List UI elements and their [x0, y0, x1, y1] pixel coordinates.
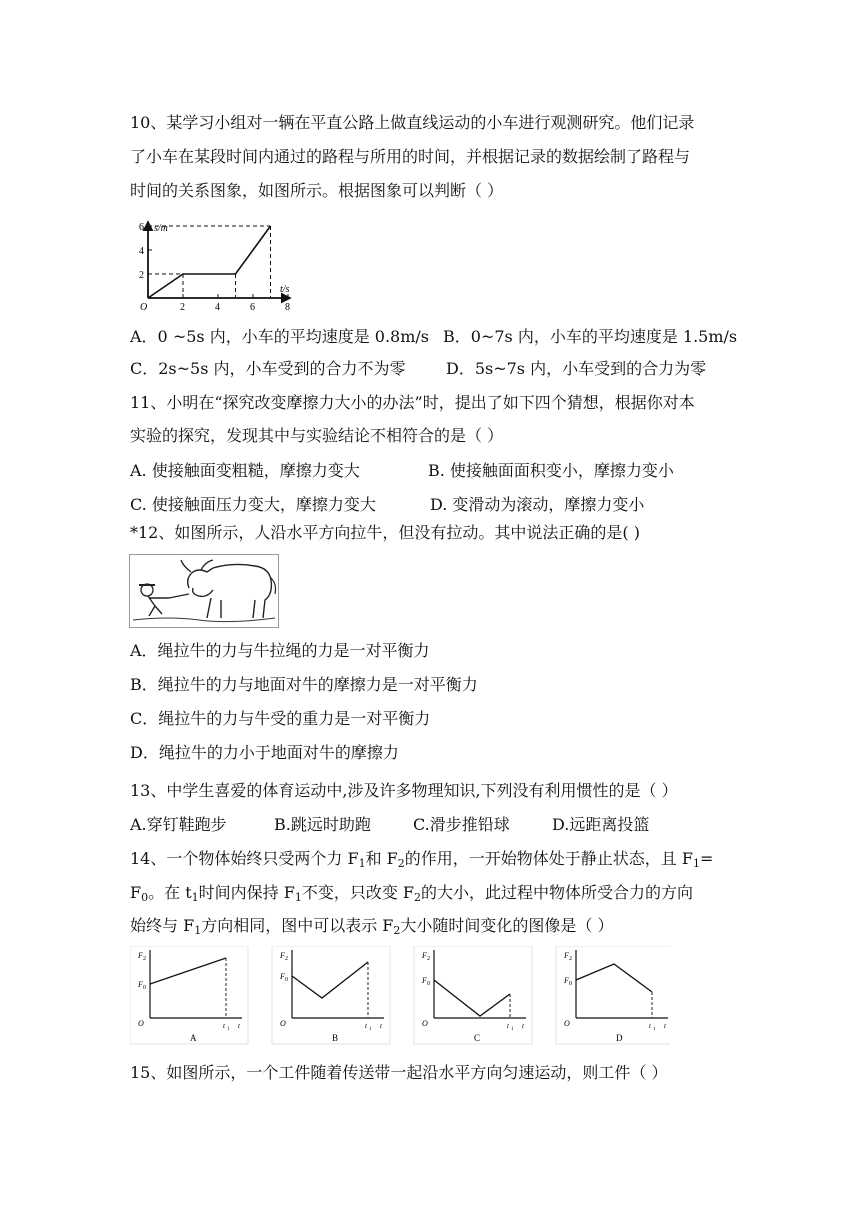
x-tick-label: 4 — [215, 302, 220, 313]
x-tick-label: 2 — [180, 302, 185, 313]
origin-label: O — [564, 1019, 570, 1028]
y-axis-label: s/m — [154, 223, 168, 234]
t1-label-sub: 1 — [511, 1027, 514, 1032]
q15-line1: 15、如图所示，一个工件随着传送带一起沿水平方向匀速运动，则工件（ ） — [130, 1063, 668, 1082]
y-label-sub: 2 — [285, 956, 288, 962]
f0-label-sub: 0 — [285, 977, 288, 983]
f0-label-sub: 0 — [143, 985, 146, 991]
f0-label: F — [422, 976, 427, 985]
y-label: F — [564, 951, 569, 960]
graph-letter: A — [190, 1033, 197, 1043]
q12-option-a: A．绳拉牛的力与牛拉绳的力是一对平衡力 — [130, 641, 430, 660]
f2-line — [292, 962, 368, 998]
f0-label: F — [138, 980, 143, 989]
y-label-sub: 2 — [427, 956, 430, 962]
y-label: F — [138, 951, 143, 960]
st-data-line — [148, 226, 271, 298]
graph-letter: C — [474, 1033, 481, 1043]
y-tick-label: 6 — [139, 222, 144, 233]
q14-line3: 始终与 $F_1$方向相同，图中可以表示 $F_2$大小随时间变化的图像是（ ） — [130, 916, 614, 937]
y-label: F — [280, 951, 285, 960]
q11-line2: 实验的探究，发现其中与实验结论不相符合的是（ ） — [130, 426, 504, 445]
f2-line — [150, 958, 226, 984]
q10-line3: 时间的关系图象，如图所示。根据图象可以判断（ ） — [130, 181, 504, 200]
y-tick-label: 2 — [139, 270, 144, 281]
q11-option-a: A. 使接触面变粗糙，摩擦力变大 — [130, 461, 360, 480]
origin-label: O — [138, 1019, 144, 1028]
origin-label: O — [140, 302, 148, 313]
q12-line1: *12、如图所示，人沿水平方向拉牛，但没有拉动。其中说法正确的是( ) — [130, 523, 640, 542]
y-label: F — [422, 951, 427, 960]
f2-line — [434, 980, 510, 1016]
ft-graph-c — [414, 946, 532, 1044]
q10-line1: 10、某学习小组对一辆在平直公路上做直线运动的小车进行观测研究。他们记录 — [130, 113, 695, 132]
ft-graph-a — [130, 946, 248, 1044]
q11-line1: 11、小明在“探究改变摩擦力大小的办法”时，提出了如下四个猜想，根据你对本 — [130, 393, 695, 412]
y-label-sub: 2 — [143, 956, 146, 962]
f2-line — [576, 964, 652, 992]
q12-option-d: D．绳拉牛的力小于地面对牛的摩擦力 — [130, 743, 399, 762]
t1-label: t — [365, 1022, 367, 1030]
origin-label: O — [422, 1019, 428, 1028]
ft-graph-d — [556, 946, 670, 1044]
ft-graph-b — [272, 946, 390, 1044]
x-tick-label: 8 — [285, 302, 290, 313]
q13-option-b: B.跳远时助跑 — [274, 815, 371, 834]
y-label-sub: 2 — [569, 956, 572, 962]
t1-label: t — [507, 1022, 509, 1030]
q10-option-c: C．2s~5s 内，小车受到的合力不为零 — [130, 359, 406, 378]
q10-option-b: B．0~7s 内，小车的平均速度是 1.5m/s — [443, 327, 738, 346]
f0-label-sub: 0 — [427, 981, 430, 987]
q12-option-c: C．绳拉牛的力与牛受的重力是一对平衡力 — [130, 709, 431, 728]
y-tick-label: 4 — [139, 246, 144, 257]
t-label: t — [522, 1022, 524, 1030]
q14-line1: 14、一个物体始终只受两个力 $F_1$和 $F_2$的作用，一开始物体处于静止状态，且 $F_1=$ — [130, 849, 714, 870]
t1-label-sub: 1 — [369, 1027, 372, 1032]
origin-label: O — [280, 1019, 286, 1028]
q10-st-graph — [128, 218, 298, 314]
man-pulling-ox-illustration — [129, 554, 279, 628]
q13-option-d: D.远距离投篮 — [552, 815, 650, 834]
f0-label: F — [280, 972, 285, 981]
q11-option-b: B. 使接触面面积变小，摩擦力变小 — [428, 461, 674, 480]
x-axis-label: t/s — [280, 284, 290, 295]
t1-label-sub: 1 — [227, 1027, 230, 1032]
q11-option-c: C. 使接触面压力变大，摩擦力变大 — [130, 495, 376, 514]
q10-line2: 了小车在某段时间内通过的路程与所用的时间，并根据记录的数据绘制了路程与 — [130, 147, 691, 166]
q13-option-a: A.穿钉鞋跑步 — [130, 815, 227, 834]
t1-label: t — [649, 1022, 651, 1030]
t-label: t — [238, 1022, 240, 1030]
q13-line1: 13、中学生喜爱的体育运动中,涉及许多物理知识,下列没有利用惯性的是（ ） — [130, 781, 678, 800]
q14-graphs — [130, 946, 670, 1046]
graph-letter: D — [616, 1033, 623, 1043]
q10-option-d: D．5s~7s 内，小车受到的合力为零 — [446, 359, 707, 378]
q14-line2: $F_0$。在 $t_1$时间内保持 $F_1$不变，只改变 $F_2$的大小，此过程中物体所受合力的方向 — [130, 883, 694, 904]
t1-label-sub: 1 — [653, 1027, 656, 1032]
q13-option-c: C.滑步推铅球 — [413, 815, 510, 834]
q10-option-a: A．0 ~5s 内，小车的平均速度是 0.8m/s — [130, 327, 430, 346]
t-label: t — [664, 1022, 666, 1030]
q12-option-b: B．绳拉牛的力与地面对牛的摩擦力是一对平衡力 — [130, 675, 478, 694]
x-tick-label: 6 — [250, 302, 255, 313]
f0-label-sub: 0 — [569, 981, 572, 987]
t1-label: t — [223, 1022, 225, 1030]
f0-label: F — [564, 976, 569, 985]
graph-letter: B — [332, 1033, 339, 1043]
q11-option-d: D. 变滑动为滚动，摩擦力变小 — [430, 495, 645, 514]
t-label: t — [380, 1022, 382, 1030]
